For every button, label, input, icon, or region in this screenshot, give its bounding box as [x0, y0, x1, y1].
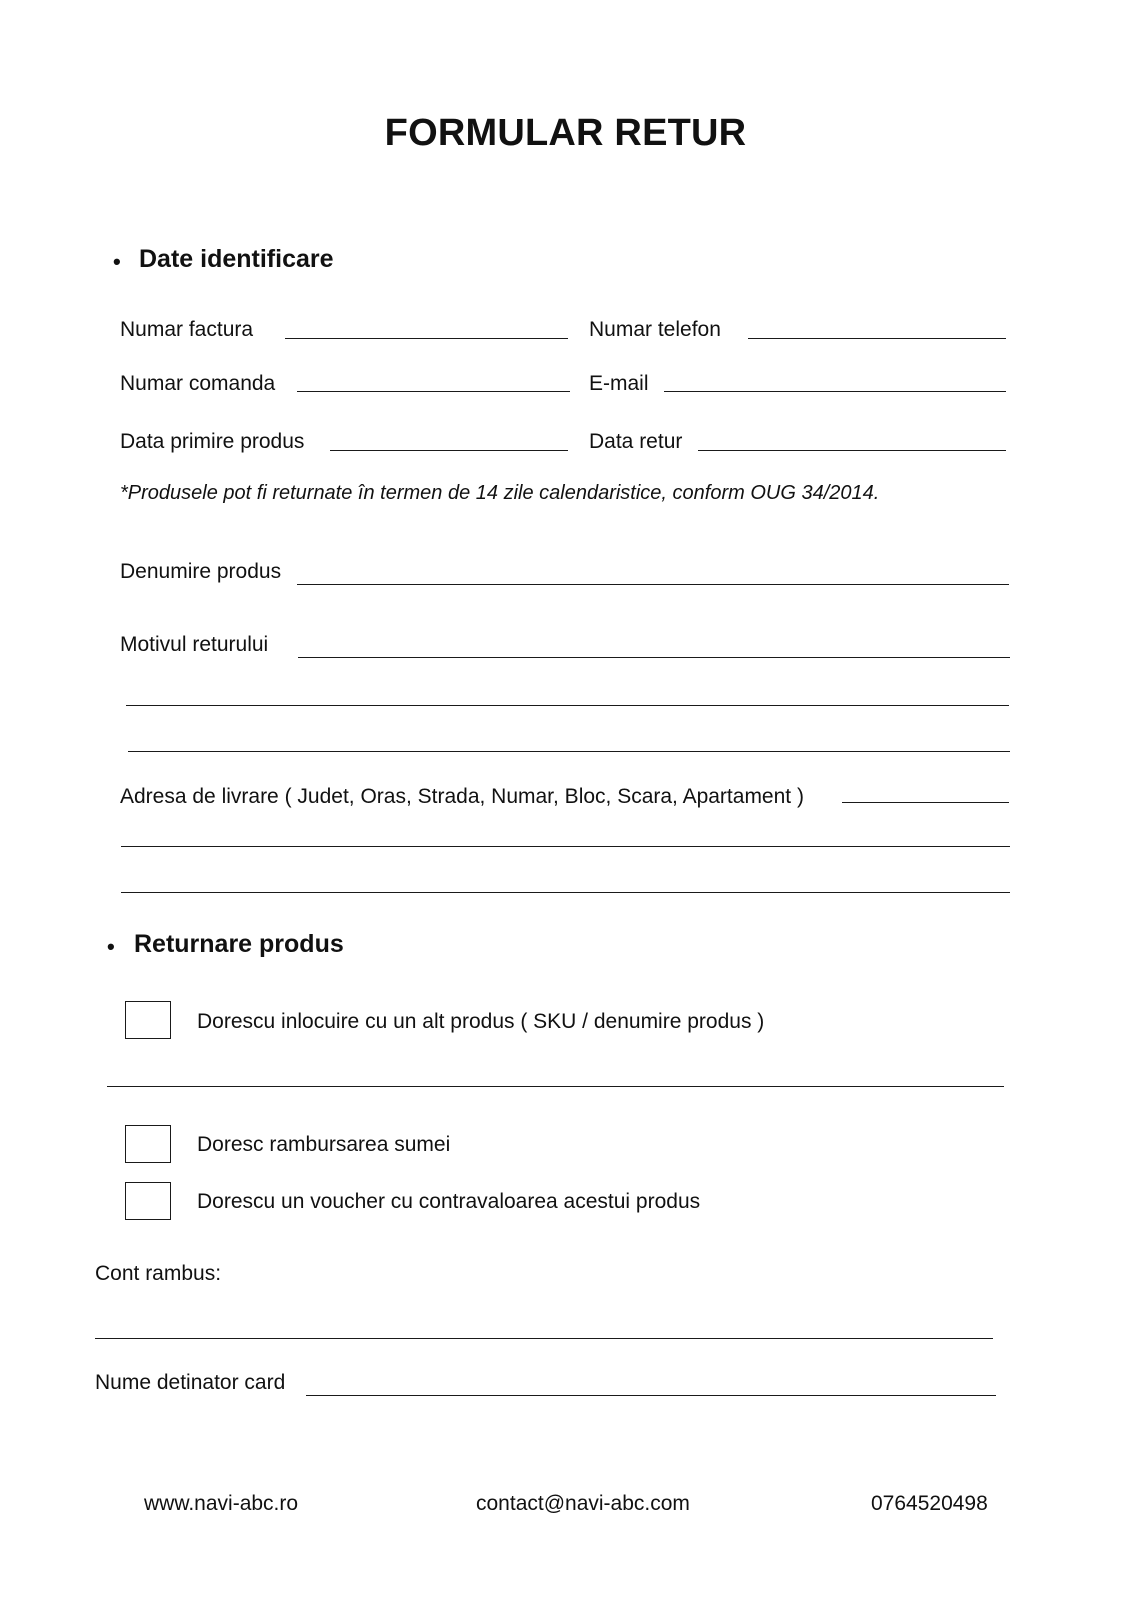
- page-title: FORMULAR RETUR: [384, 112, 747, 154]
- return-policy-note: *Produsele pot fi returnate în termen de 14 zile calendaristice, conform OUG 34/2014.: [120, 482, 880, 504]
- replacement-sku-field[interactable]: [107, 1086, 1004, 1087]
- delivery-address-field[interactable]: [842, 802, 1009, 803]
- section-bullet: •: [107, 934, 115, 959]
- delivery-address-field-line-3[interactable]: [121, 892, 1010, 893]
- refund-checkbox[interactable]: [125, 1125, 171, 1163]
- cardholder-name-field[interactable]: [306, 1395, 996, 1396]
- receipt-date-field[interactable]: [330, 450, 568, 451]
- return-reason-field[interactable]: [298, 657, 1010, 658]
- receipt-date-label: Data primire produs: [120, 430, 305, 453]
- phone-number-field[interactable]: [748, 338, 1006, 339]
- email-label: E-mail: [589, 372, 649, 395]
- delivery-address-field-line-2[interactable]: [121, 846, 1010, 847]
- refund-option-label: Doresc rambursarea sumei: [197, 1133, 451, 1156]
- invoice-number-field[interactable]: [285, 338, 568, 339]
- voucher-option-label: Dorescu un voucher cu contravaloarea acestui produs: [197, 1190, 701, 1213]
- order-number-label: Numar comanda: [120, 372, 276, 395]
- product-name-label: Denumire produs: [120, 560, 282, 583]
- return-reason-field-line-2[interactable]: [126, 705, 1009, 706]
- voucher-checkbox[interactable]: [125, 1182, 171, 1220]
- return-date-label: Data retur: [589, 430, 683, 453]
- footer-website[interactable]: www.navi-abc.ro: [144, 1492, 299, 1515]
- section-heading-return: Returnare produs: [134, 930, 344, 958]
- section-bullet: •: [113, 249, 121, 274]
- replacement-option-label: Dorescu inlocuire cu un alt produs ( SKU / denumire produs ): [197, 1010, 765, 1033]
- replacement-checkbox[interactable]: [125, 1001, 171, 1039]
- product-name-field[interactable]: [297, 584, 1009, 585]
- section-heading-identification: Date identificare: [139, 245, 334, 273]
- return-reason-field-line-3[interactable]: [128, 751, 1010, 752]
- cardholder-name-label: Nume detinator card: [95, 1371, 286, 1394]
- delivery-address-label: Adresa de livrare ( Judet, Oras, Strada, Numar, Bloc, Scara, Apartament ): [120, 785, 804, 808]
- invoice-number-label: Numar factura: [120, 318, 254, 341]
- footer-email[interactable]: contact@navi-abc.com: [476, 1492, 690, 1515]
- return-date-field[interactable]: [698, 450, 1006, 451]
- email-field[interactable]: [664, 391, 1006, 392]
- return-reason-label: Motivul returului: [120, 633, 269, 656]
- phone-number-label: Numar telefon: [589, 318, 721, 341]
- refund-account-label: Cont rambus:: [95, 1262, 222, 1285]
- refund-account-field[interactable]: [95, 1338, 993, 1339]
- order-number-field[interactable]: [297, 391, 570, 392]
- footer-phone: 0764520498: [871, 1492, 988, 1515]
